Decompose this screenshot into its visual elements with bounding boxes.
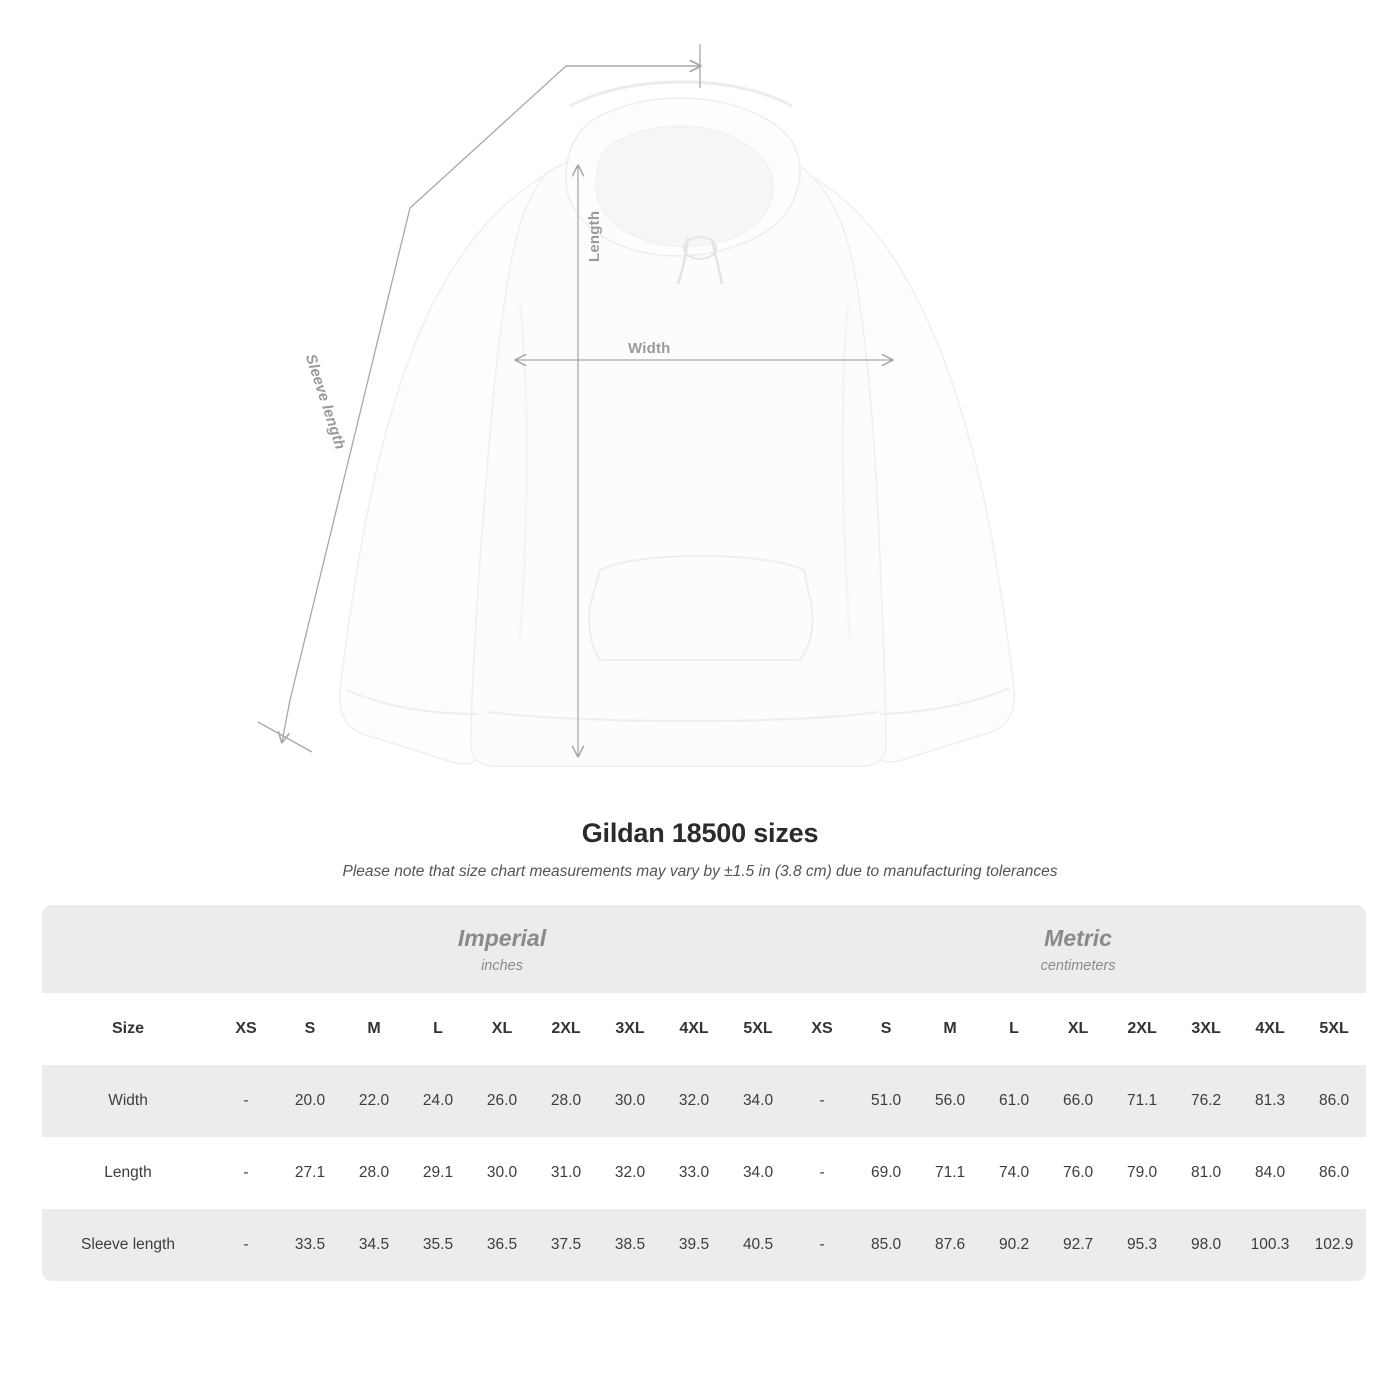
size-header-cell: S bbox=[854, 993, 918, 1065]
size-header-cell: 5XL bbox=[726, 993, 790, 1065]
cell-width-imperial-l: 24.0 bbox=[406, 1065, 470, 1137]
cell-length-imperial-m: 28.0 bbox=[342, 1137, 406, 1209]
sleeve-length-dimension-label: Sleeve length bbox=[301, 352, 349, 452]
cell-width-imperial-xl: 26.0 bbox=[470, 1065, 534, 1137]
cell-sleeve-imperial-5xl: 40.5 bbox=[726, 1209, 790, 1281]
cell-sleeve-metric-5xl: 102.9 bbox=[1302, 1209, 1366, 1281]
row-label-length: Length bbox=[42, 1137, 214, 1209]
row-label-width: Width bbox=[42, 1065, 214, 1137]
size-header-cell: L bbox=[406, 993, 470, 1065]
cell-width-imperial-xs: - bbox=[214, 1065, 278, 1137]
imperial-unit-header bbox=[214, 905, 790, 993]
size-row-label: Size bbox=[42, 993, 214, 1065]
cell-sleeve-imperial-s: 33.5 bbox=[278, 1209, 342, 1281]
cell-width-metric-5xl: 86.0 bbox=[1302, 1065, 1366, 1137]
size-header-cell: XS bbox=[214, 993, 278, 1065]
size-header-row bbox=[42, 993, 1366, 1065]
cell-sleeve-imperial-2xl: 37.5 bbox=[534, 1209, 598, 1281]
cell-length-metric-2xl: 79.0 bbox=[1110, 1137, 1174, 1209]
cell-sleeve-metric-s: 85.0 bbox=[854, 1209, 918, 1281]
cell-sleeve-imperial-m: 34.5 bbox=[342, 1209, 406, 1281]
size-header-cell: 3XL bbox=[598, 993, 662, 1065]
hoodie-shape bbox=[340, 82, 1015, 766]
tolerance-note: Please note that size chart measurements may vary by ±1.5 in (3.8 cm) due to manufacturing tolerances bbox=[342, 863, 1058, 880]
size-header-cell: 4XL bbox=[1238, 993, 1302, 1065]
cell-width-metric-2xl: 71.1 bbox=[1110, 1065, 1174, 1137]
cell-sleeve-metric-xl: 92.7 bbox=[1046, 1209, 1110, 1281]
cell-sleeve-imperial-xl: 36.5 bbox=[470, 1209, 534, 1281]
page-title: Gildan 18500 sizes bbox=[581, 818, 819, 848]
cell-length-imperial-4xl: 33.0 bbox=[662, 1137, 726, 1209]
cell-length-metric-3xl: 81.0 bbox=[1174, 1137, 1238, 1209]
size-header-cell: M bbox=[342, 993, 406, 1065]
cell-sleeve-metric-4xl: 100.3 bbox=[1238, 1209, 1302, 1281]
table-row bbox=[42, 1065, 1366, 1137]
cell-length-metric-5xl: 86.0 bbox=[1302, 1137, 1366, 1209]
cell-length-metric-l: 74.0 bbox=[982, 1137, 1046, 1209]
unit-header-row bbox=[42, 905, 1366, 993]
cell-width-metric-s: 51.0 bbox=[854, 1065, 918, 1137]
cell-sleeve-metric-2xl: 95.3 bbox=[1110, 1209, 1174, 1281]
cell-sleeve-metric-xs: - bbox=[790, 1209, 854, 1281]
cell-width-imperial-3xl: 30.0 bbox=[598, 1065, 662, 1137]
width-dimension-label: Width bbox=[628, 340, 671, 357]
size-header-cell: XL bbox=[470, 993, 534, 1065]
cell-length-metric-4xl: 84.0 bbox=[1238, 1137, 1302, 1209]
size-header-cell: M bbox=[918, 993, 982, 1065]
cell-width-metric-3xl: 76.2 bbox=[1174, 1065, 1238, 1137]
length-dimension-label: Length bbox=[586, 210, 603, 262]
cell-width-metric-l: 61.0 bbox=[982, 1065, 1046, 1137]
metric-unit-header bbox=[790, 905, 1366, 993]
cell-width-imperial-2xl: 28.0 bbox=[534, 1065, 598, 1137]
size-table-wrapper bbox=[42, 905, 1358, 1281]
cell-length-imperial-l: 29.1 bbox=[406, 1137, 470, 1209]
cell-sleeve-metric-3xl: 98.0 bbox=[1174, 1209, 1238, 1281]
size-header-cell: 2XL bbox=[534, 993, 598, 1065]
size-header-cell: 2XL bbox=[1110, 993, 1174, 1065]
metric-unit-sub: centimeters bbox=[1040, 957, 1116, 974]
cell-sleeve-imperial-4xl: 39.5 bbox=[662, 1209, 726, 1281]
size-header-cell: S bbox=[278, 993, 342, 1065]
table-row bbox=[42, 1137, 1366, 1209]
size-table bbox=[42, 905, 1366, 1281]
cell-length-imperial-xl: 30.0 bbox=[470, 1137, 534, 1209]
chart-header bbox=[0, 818, 1400, 881]
cell-length-metric-xl: 76.0 bbox=[1046, 1137, 1110, 1209]
cell-length-metric-s: 69.0 bbox=[854, 1137, 918, 1209]
cell-width-metric-xl: 66.0 bbox=[1046, 1065, 1110, 1137]
cell-width-metric-m: 56.0 bbox=[918, 1065, 982, 1137]
imperial-unit-sub: inches bbox=[481, 957, 523, 974]
cell-width-metric-4xl: 81.3 bbox=[1238, 1065, 1302, 1137]
cell-sleeve-metric-m: 87.6 bbox=[918, 1209, 982, 1281]
cell-width-imperial-4xl: 32.0 bbox=[662, 1065, 726, 1137]
metric-unit-name: Metric bbox=[1044, 924, 1112, 951]
cell-width-metric-xs: - bbox=[790, 1065, 854, 1137]
cell-length-imperial-2xl: 31.0 bbox=[534, 1137, 598, 1209]
cell-length-imperial-xs: - bbox=[214, 1137, 278, 1209]
cell-width-imperial-5xl: 34.0 bbox=[726, 1065, 790, 1137]
size-header-cell: XS bbox=[790, 993, 854, 1065]
cell-length-imperial-5xl: 34.0 bbox=[726, 1137, 790, 1209]
unit-header-spacer bbox=[42, 905, 214, 993]
cell-width-imperial-m: 22.0 bbox=[342, 1065, 406, 1137]
cell-length-metric-xs: - bbox=[790, 1137, 854, 1209]
size-header-cell: XL bbox=[1046, 993, 1110, 1065]
cell-sleeve-imperial-xs: - bbox=[214, 1209, 278, 1281]
cell-length-metric-m: 71.1 bbox=[918, 1137, 982, 1209]
row-label-sleeve-length: Sleeve length bbox=[42, 1209, 214, 1281]
size-header-cell: 5XL bbox=[1302, 993, 1366, 1065]
size-header-cell: 4XL bbox=[662, 993, 726, 1065]
cell-sleeve-imperial-3xl: 38.5 bbox=[598, 1209, 662, 1281]
cell-length-imperial-3xl: 32.0 bbox=[598, 1137, 662, 1209]
size-header-cell: 3XL bbox=[1174, 993, 1238, 1065]
size-header-cell: L bbox=[982, 993, 1046, 1065]
cell-width-imperial-s: 20.0 bbox=[278, 1065, 342, 1137]
table-row bbox=[42, 1209, 1366, 1281]
cell-length-imperial-s: 27.1 bbox=[278, 1137, 342, 1209]
cell-sleeve-metric-l: 90.2 bbox=[982, 1209, 1046, 1281]
imperial-unit-name: Imperial bbox=[457, 924, 547, 951]
cell-sleeve-imperial-l: 35.5 bbox=[406, 1209, 470, 1281]
